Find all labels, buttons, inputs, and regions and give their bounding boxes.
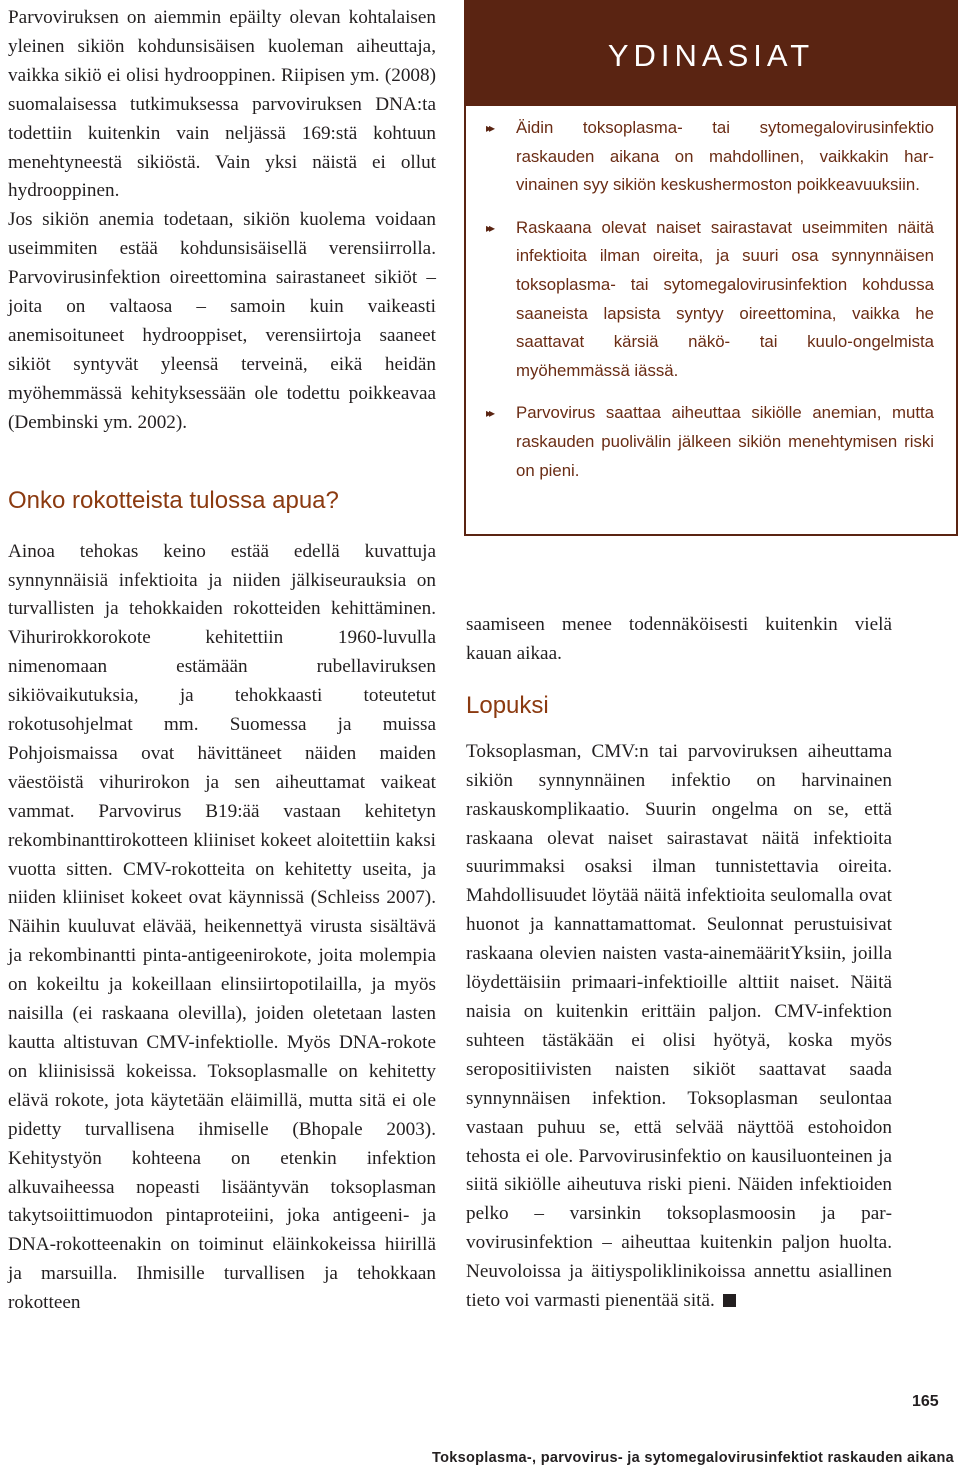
key-point-item — [480, 399, 934, 485]
right-column — [466, 611, 892, 1316]
double-arrow-bullet-icon: ▸▸ — [486, 121, 493, 135]
end-of-article-square-icon — [723, 1294, 736, 1307]
right-paragraph-2-text: Toksoplasman, CMV:n tai parvoviruksen aiheuttama sikiön synnynnäinen infektio on harvinainen raskauskomplikaatio. Suurin ongelma on se, että raskaana olevat naiset sairastavat näitä infektioita suurimmaksi osaksi ilman tunnistettavia oireita. Mahdollisuudet löytää näitä infektioita seulomalla ovat huonot ja kannattamattomat. Seulonnat perustuisivat raskaana olevien naisten vasta-ainemääritYksiin, joilla löydettäisiin primaari-infektioille alttiit naiset. Näitä naisia on kuitenkin erittäin paljon. CMV-infektion suhteen tästäkään ei olisi hyötyä, koska myös seropositiivisten naisten sikiöt saattavat saada synnynnäisen infektion. Toksoplasman seulontaa vastaan puhuu se, että selvää näyttöä estohoidon tehosta ei ole. Parvovirusinfektio on kausiluonteinen ja siitä sikiölle aiheutuva riski pieni. Näiden infektioiden pelko – varsinkin toksoplasmoosin ja parvovirusinfektion – aiheuttaa kuitenkin paljon huolta. Neuvoloissa ja äitiyspoliklinikoissa annettu asiallinen tieto voi varmasti pienentää sitä. — [466, 740, 892, 1312]
left-paragraph-3: Ainoa tehokas keino estää edellä kuvattuja synnynnäisiä infektioita ja niiden jälkiseurauksia on turvallisten ja tehokkaiden rokotteiden kehittäminen. Vihurirokkorokote kehitettiin 1960-luvulla nimenomaan estämään rubellaviruksen sikiövaikutuksia, ja tehokkaasti toteutetut rokotusohjelmat mm. Suomessa ja muissa Pohjoismaissa ovat hävittäneet näiden maiden väestöistä vihurirokon ja sen aiheuttamat vaikeat vammat. Parvovirus B19:ää vastaan kehitetyn rekombinanttirokotteen kliiniset kokeet aloitettiin kaksi vuotta sitten. CMV-rokotteita on kehitetty useita, ja niiden kliiniset kokeet ovat käynnissä (Schleiss 2007). Näihin kuuluvat elävää, heikennettyä virusta sisältävä ja rekombinantti pinta-antigeenirokote, joita molempia on kokeiltu ja kokeillaan elinsiirtopotilailla, ja myös naisilla (ei raskaana olevilla), joiden oletetaan lasten kautta altistuvan CMV-infektiolle. Myös DNA-rokote on kliinisissä kokeissa. Toksoplasmalle on kehitetty elävä rokote, jota käytetään eläimillä, mutta sitä ei ole pidetty turvallisena ihmiselle (Bhopale 2003). Kehitystyön kohteena on etenkin infektion alkuvaiheessa nopeasti lisääntyvän toksoplasman takytsoiittimuodon pintaproteiini, joka antigeeni- ja DNA-rokotteenakin on toiminut eläinkokeissa hiirillä ja marsuilla. Ihmisille turvallisen ja tehokkaan rokotteen — [8, 540, 436, 1314]
key-points-box — [464, 0, 958, 536]
key-points-title: YDINASIAT — [466, 2, 956, 106]
page-number: 165 — [912, 1393, 939, 1410]
key-point-text: Raskaana olevat naiset sairastavat useimmiten näitä infektioita ilman oireita, ja suuri osa synnynnäisen toksoplasma- tai sytomegalovirusinfektion kohdussa saaneista lapsista syntyy oireettomina, vaikka he saattavat kärsiä näkö- tai kuulo-ongelmista myöhemmässä iässä. — [516, 217, 934, 380]
right-paragraph-1: saamiseen menee todennäköisesti kuitenkin vielä kauan aikaa. — [466, 614, 892, 664]
left-paragraph-2: Jos sikiön anemia todetaan, sikiön kuolema voidaan useimmiten estää kohdunsisäisellä verensiirrolla. Parvovirusinfektion oireettomina sairastaneet sikiöt – joita on valtaosa – samoin kuin vaikeasti anemisoituneet hydrooppiset, verensiirtoja saaneet sikiöt syntyvät yleensä terveinä, eikä heidän myöhemmässä kehityksessään ole todettu poikkeavaa (Dembinski ym. 2002). — [8, 209, 436, 433]
running-footer: Toksoplasma-, parvovirus- ja sytomegalovirusinfektiot raskauden aikana — [432, 1450, 954, 1466]
key-point-item — [480, 114, 934, 200]
double-arrow-bullet-icon: ▸▸ — [486, 406, 493, 421]
key-point-text: Parvovirus saattaa aiheuttaa sikiölle anemian, mutta raskauden puolivälin jälkeen sikiön menehtymisen riski on pieni. — [516, 403, 934, 480]
section-heading-vaccines: Onko rokotteista tulossa apua? — [8, 486, 339, 514]
left-paragraph-1: Parvoviruksen on aiemmin epäilty olevan kohtalaisen yleinen sikiön kohdunsisäisen kuoleman aiheuttaja, vaikka sikiö ei olisi hydrooppinen. Riipisen ym. (2008) suomalaisessa tutkimuksessa parvoviruksen DNA:ta todettiin kuitenkin vain neljässä 169:stä kohtuun menehtyneestä sikiöstä. Vain yksi näistä ei ollut hydrooppinen. — [8, 7, 436, 202]
double-arrow-bullet-icon: ▸▸ — [486, 220, 493, 235]
key-point-item — [480, 214, 934, 386]
section-heading-conclusion: Lopuksi — [466, 691, 549, 719]
right-paragraph-2 — [466, 738, 892, 1316]
key-point-text: Äidin toksoplasma- tai sytomegalovirusinfektio raskauden aikana on mahdollinen, vaikkakin harvinainen syy sikiön keskushermoston poikkeavuuksiin. — [516, 118, 934, 195]
key-points-list — [466, 106, 956, 485]
left-column — [8, 4, 436, 1318]
